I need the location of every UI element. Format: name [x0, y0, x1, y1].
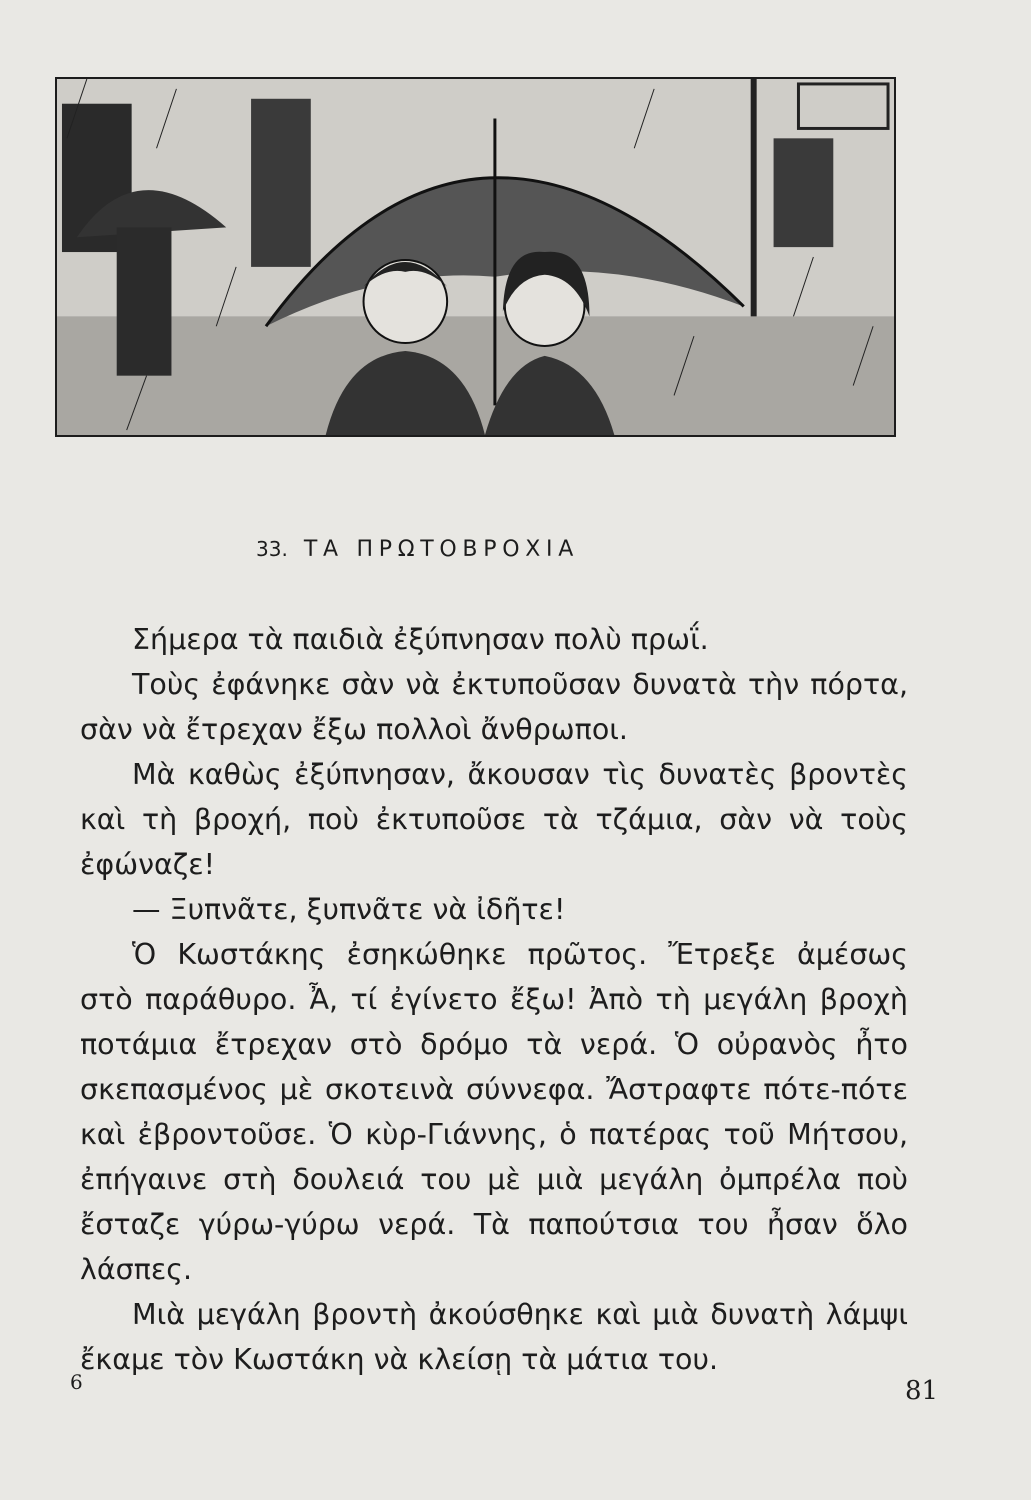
chapter-number: 33. [256, 537, 288, 561]
paragraph: Τοὺς ἐφάνηκε σὰν νὰ ἐκτυποῦσαν δυνατὰ τὴν πόρτα, σὰν νὰ ἔτρεχαν ἔξω πολλοὶ ἄνθρωποι. [80, 668, 908, 746]
paragraph: — Ξυπνᾶτε, ξυπνᾶτε νὰ ἰδῆτε! [132, 893, 566, 926]
body-text [80, 617, 908, 1382]
paragraph: Μὰ καθὼς ἐξύπνησαν, ἄκουσαν τὶς δυνατὲς βροντὲς καὶ τὴ βροχή, ποὺ ἐκτυποῦσε τὰ τζάμια, σὰν νὰ τοὺς ἐφώναζε! [80, 758, 908, 881]
illustration [55, 77, 896, 437]
rain-umbrella-picture [57, 79, 894, 435]
page-number: 81 [905, 1376, 939, 1406]
chapter-heading [256, 537, 756, 562]
paragraph: Σήμερα τὰ παιδιὰ ἐξύπνησαν πολὺ πρωΐ. [132, 623, 709, 656]
chapter-title: ΤΑ ΠΡΩΤΟΒΡΟΧΙΑ [303, 537, 580, 562]
paragraph: Ὁ Κωστάκης ἐσηκώθηκε πρῶτος. Ἔτρεξε ἀμέσως στὸ παράθυρο. Ἆ, τί ἐγίνετο ἔξω! Ἀπὸ τὴ μεγάλη βροχὴ ποτάμια ἔτρεχαν στὸ δρόμο τὰ νερά. Ὁ οὐρανὸς ἦτο σκεπασμένος μὲ σκοτεινὰ σύννεφα. Ἄστραφτε πότε-πότε καὶ ἐβροντοῦσε. Ὁ κὺρ-Γιάννης, ὁ πατέρας τοῦ Μήτσου, ἐπήγαινε στὴ δουλειά του μὲ μιὰ μεγάλη ὀμπρέλα ποὺ ἔσταζε γύρω-γύρω νερά. Τὰ παπούτσια του ἦσαν ὅλο λάσπες. [80, 938, 908, 1286]
paragraph: Μιὰ μεγάλη βροντὴ ἀκούσθηκε καὶ μιὰ δυνατὴ λάμψι ἔκαμε τὸν Κωστάκη νὰ κλείσῃ τὰ μάτια του. [80, 1298, 908, 1376]
signature-mark: 6 [70, 1370, 83, 1394]
